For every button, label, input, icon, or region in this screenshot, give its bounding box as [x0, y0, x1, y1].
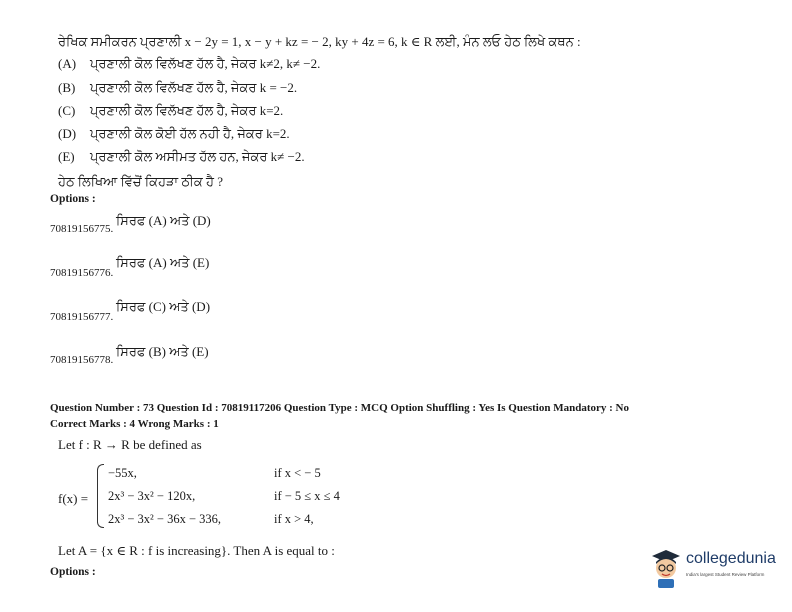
option-1[interactable] — [50, 213, 211, 236]
case-expression-3: 2x³ − 3x² − 36x − 336, — [108, 512, 222, 526]
function-definition-intro: Let f : R → R be defined as — [58, 437, 202, 452]
option-4[interactable] — [50, 344, 209, 367]
option-text: ਸਿਰਫ (B) ਅਤੇ (E) — [116, 344, 209, 359]
option-text: ਸਿਰਫ (A) ਅਤੇ (E) — [116, 255, 210, 270]
case-condition-1: if x < − 5 — [274, 466, 321, 480]
statement-c: (C) ਪ੍ਰਣਾਲੀ ਕੋਲ ਵਿਲੱਖਣ ਹੱਲ ਹੈ, ਜੇਕਰ k=2. — [58, 103, 284, 118]
option-text: ਸਿਰਫ (C) ਅਤੇ (D) — [116, 299, 211, 314]
mascot-icon — [648, 548, 684, 588]
case-expression-1: −55x, — [108, 466, 137, 480]
option-id: 70819156778. — [50, 354, 114, 366]
option-id: 70819156775. — [50, 223, 114, 235]
options-heading: Options : — [50, 193, 96, 205]
collegedunia-logo — [648, 548, 788, 588]
case-expression-2: 2x³ − 3x² − 120x, — [108, 489, 196, 503]
question-marks: Correct Marks : 4 Wrong Marks : 1 — [50, 418, 219, 430]
logo-name: collegedunia — [686, 550, 776, 567]
question-meta: Question Number : 73 Question Id : 70819117206 Question Type : MCQ Option Shuffling : Yes Is Question Mandatory : No — [50, 402, 629, 414]
set-a-question: Let A = {x ∈ R : f is increasing}. Then A is equal to : — [58, 543, 335, 558]
option-id: 70819156777. — [50, 311, 114, 323]
function-label: f(x) = — [58, 491, 89, 506]
case-condition-3: if x > 4, — [274, 512, 314, 526]
logo-tagline: India's largest Student Review Platform — [686, 572, 765, 577]
options-heading-2: Options : — [50, 566, 96, 578]
statement-b: (B) ਪ੍ਰਣਾਲੀ ਕੋਲ ਵਿਲੱਖਣ ਹੱਲ ਹੈ, ਜੇਕਰ k = −2. — [58, 80, 298, 95]
option-2[interactable] — [50, 255, 210, 280]
statement-e: (E) ਪ੍ਰਣਾਲੀ ਕੋਲ ਅਸੀਮਤ ਹੱਲ ਹਨ, ਜੇਕਰ k≠ −2. — [58, 149, 305, 164]
option-3[interactable] — [50, 299, 211, 324]
option-text: ਸਿਰਫ (A) ਅਤੇ (D) — [116, 213, 211, 228]
statement-d: (D) ਪ੍ਰਣਾਲੀ ਕੋਲ ਕੋਈ ਹੱਲ ਨਹੀ ਹੈ, ਜੇਕਰ k=2. — [58, 126, 290, 141]
option-id: 70819156776. — [50, 267, 114, 279]
statement-a: (A) ਪ੍ਰਣਾਲੀ ਕੋਲ ਵਿਲੱਖਣ ਹੱਲ ਹੈ, ਜੇਕਰ k≠2, k≠ −2. — [58, 56, 321, 71]
question-stem: ਰੇਖਿਕ ਸਮੀਕਰਨ ਪ੍ਰਣਾਲੀ x − 2y = 1, x − y + kz = − 2, ky + 4z = 6, k ∈ R ਲਈ, ਮੰਨ ਲਓ ਹੇਠ ਲਿਖੇ ਕਥਨ : — [58, 34, 581, 49]
question-prompt: ਹੇਠ ਲਿਖਿਆ ਵਿੱਚੋਂ ਕਿਹੜਾ ਠੀਕ ਹੈ ? — [58, 174, 223, 189]
case-condition-2: if − 5 ≤ x ≤ 4 — [274, 489, 340, 503]
piecewise-brace — [97, 464, 104, 528]
